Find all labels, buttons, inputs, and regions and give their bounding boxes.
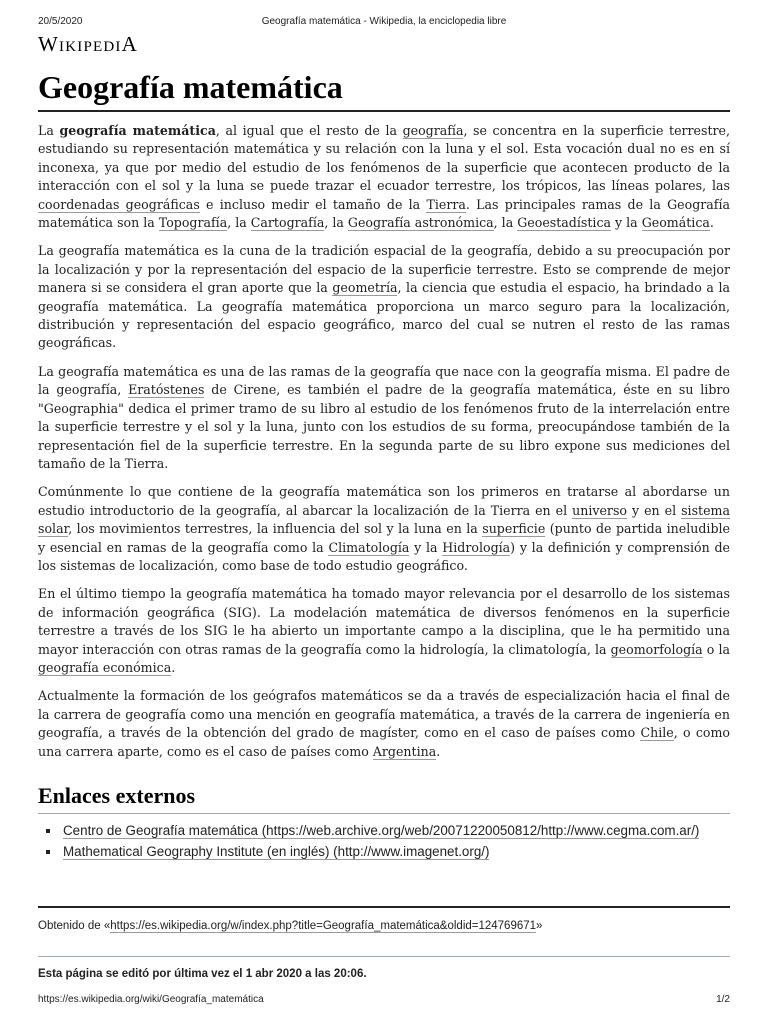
article-link[interactable]: Climatología [328, 539, 410, 555]
article-link[interactable]: geometría [332, 280, 398, 296]
article-link[interactable]: geografía [402, 123, 464, 138]
paragraph-text: y la [409, 539, 443, 555]
paragraph-text: ) y la definición y comprensión de los sistemas de localización, como base de todo estudio geográfico. [38, 539, 730, 573]
section-heading-external-links: Enlaces externos [38, 781, 730, 814]
print-header [38, 16, 730, 30]
article-content [38, 122, 730, 864]
paragraph-text: , al igual que el resto de la [215, 123, 403, 138]
bullet-icon [46, 829, 50, 833]
external-links-list [38, 822, 730, 860]
article-paragraph [38, 585, 730, 677]
paragraph-text: , la [324, 215, 348, 231]
paragraph-text: , los movimientos terrestres, la influencia del sol y la luna en la [68, 521, 483, 537]
article-title: Geografía matemática [38, 64, 730, 112]
retrieved-prefix: Obtenido de « [38, 920, 111, 932]
wikipedia-logo[interactable] [38, 32, 138, 57]
last-modified: Esta página se editó por última vez el 1 abr 2020 a las 20:06. [38, 968, 367, 980]
article-link[interactable]: coordenadas geográficas [38, 196, 200, 212]
article-paragraph [38, 687, 730, 761]
paragraph-text: La [38, 123, 60, 138]
print-page-title: Geografía matemática - Wikipedia, la enciclopedia libre [261, 16, 507, 27]
paragraph-text: y en el [627, 502, 682, 518]
article-body [38, 122, 730, 761]
article-link[interactable]: Geografía astronómica [347, 215, 494, 231]
paragraph-text: y la [611, 215, 642, 231]
paragraph-text: En el último tiempo la geografía matemática ha tomado mayor relevancia por el desarrollo de los sistemas de información geográfica (SIG). La modelación matemática de diversos fenómenos en la superficie terrestre a través de los SIG le ha abierto un importante campo a la disciplina, que le ha permitido una mayor interacción con otras ramas de la geografía como la hidrología, la climatología, la [38, 586, 730, 657]
retrieved-from [38, 906, 730, 932]
logo-small-caps: IKIPEDI [59, 39, 122, 55]
article-link[interactable]: Tierra [426, 196, 466, 212]
article-paragraph [38, 363, 730, 473]
print-page-number: 1/2 [716, 994, 730, 1005]
paragraph-text: . [436, 743, 441, 759]
paragraph-text: o la [702, 641, 731, 657]
paragraph-text: , o como una carrera aparte, como es el caso de países como [38, 725, 730, 759]
external-link-cegma[interactable]: Centro de Geografía matemática (https://web.archive.org/web/20071220050812/http://www.cegma.com.ar/) [63, 823, 700, 838]
paragraph-text: de Cirene, es también el padre de la geografía matemática, éste en su libro "Geographia" dedica el primer tramo de su libro al estudio de los fenómenos fruto de la interrelación entre la superficie terrestre y el sol y la luna, junto con los estudios de su forma, preocupándose también de la representación fiel de la superficie terrestre. En la segunda parte de su libro expone sus mediciones del tamaño de la Tierra. [38, 382, 731, 471]
print-url: https://es.wikipedia.org/wiki/Geografía_matemática [38, 994, 264, 1005]
paragraph-text: La geografía matemática es una de las ramas de la geografía que nace con la geografía misma. El padre de la geografía, [38, 363, 730, 398]
print-date: 20/5/2020 [38, 16, 83, 27]
article-paragraph [38, 122, 730, 232]
paragraph-text: . [171, 659, 176, 675]
paragraph-text: (punto de partida ineludible y esencial en ramas de la geografía como la [38, 521, 730, 555]
article-link[interactable]: Eratóstenes [128, 382, 205, 398]
article-link[interactable]: Chile [640, 725, 674, 741]
paragraph-text: , la ciencia que estudia el espacio, ha brindado a la geografía matemática. La geografía matemática proporciona un marco seguro para la localización, distribución y representación del espacio geográfico, marco del cual se nutren el resto de las ramas geográficas. [38, 280, 730, 351]
print-footer [38, 994, 730, 1008]
article-link[interactable]: Cartografía [250, 215, 325, 231]
article-paragraph [38, 242, 730, 352]
bullet-icon [46, 850, 50, 854]
article-link[interactable]: sistema solar [38, 502, 730, 537]
article-link[interactable]: universo [572, 502, 627, 518]
article-link[interactable]: Argentina [372, 743, 437, 759]
paragraph-text: Actualmente la formación de los geógrafos matemáticos se da a través de especialización hacia el final de la carrera de geografía como una mención en geografía matemática, a través de la carrera de ingeniería en geografía, a través de la obtención del grado de magíster, como en el caso de países como [38, 688, 730, 741]
logo-first-letter: W [38, 32, 60, 56]
paragraph-text: Comúnmente lo que contiene de la geografía matemática son los primeros en tratarse al abordarse un estudio introductorio de la geografía, al abarcar la localización de la Tierra en el [38, 484, 730, 518]
bold-term: geografía matemática [59, 123, 216, 138]
article-link[interactable]: geografía económica [38, 659, 172, 675]
article-link[interactable]: Geoestadística [517, 215, 612, 231]
logo-last-letter: A [121, 32, 138, 56]
paragraph-text: . [709, 215, 714, 231]
paragraph-text: , la [493, 215, 518, 231]
paragraph-text: La geografía matemática es la cuna de la tradición espacial de la geografía, debido a su preocupación por la localización y por la representación del espacio de la superficie terrestre. Esto se comprende de mejor manera si se considera el gran aporte que la [38, 243, 730, 296]
external-link-imagenet[interactable]: Mathematical Geography Institute (en inglés) (http://www.imagenet.org/) [63, 844, 490, 859]
permanent-link[interactable]: https://es.wikipedia.org/w/index.php?title=Geografía_matemática&oldid=124769671 [110, 920, 537, 932]
footer-divider [38, 956, 730, 957]
list-item [46, 822, 730, 839]
article-link[interactable]: Topografía [158, 215, 228, 231]
article-link[interactable]: superficie [482, 521, 546, 537]
article-link[interactable]: Hidrología [442, 539, 511, 555]
article-link[interactable]: geomorfología [610, 641, 703, 657]
paragraph-text: e incluso medir el tamaño de la [199, 196, 427, 212]
paragraph-text: , la [227, 215, 251, 231]
list-item [46, 843, 730, 860]
article-link[interactable]: Geomática [641, 215, 710, 231]
article-paragraph [38, 483, 730, 575]
paragraph-text: , se concentra en la superficie terrestre, estudiando su representación matemática y su relación con la luna y el sol. Esta vocación dual no es en sí inconexa, ya que por medio del estudio de los fenómenos de la superficie que acontecen producto de la interacción con el sol y la luna se puede trazar el ecuador terrestre, los trópicos, las líneas polares, las [38, 123, 731, 194]
paragraph-text: . Las principales ramas de la Geografía matemática son la [38, 196, 730, 231]
retrieved-suffix: » [536, 920, 543, 932]
